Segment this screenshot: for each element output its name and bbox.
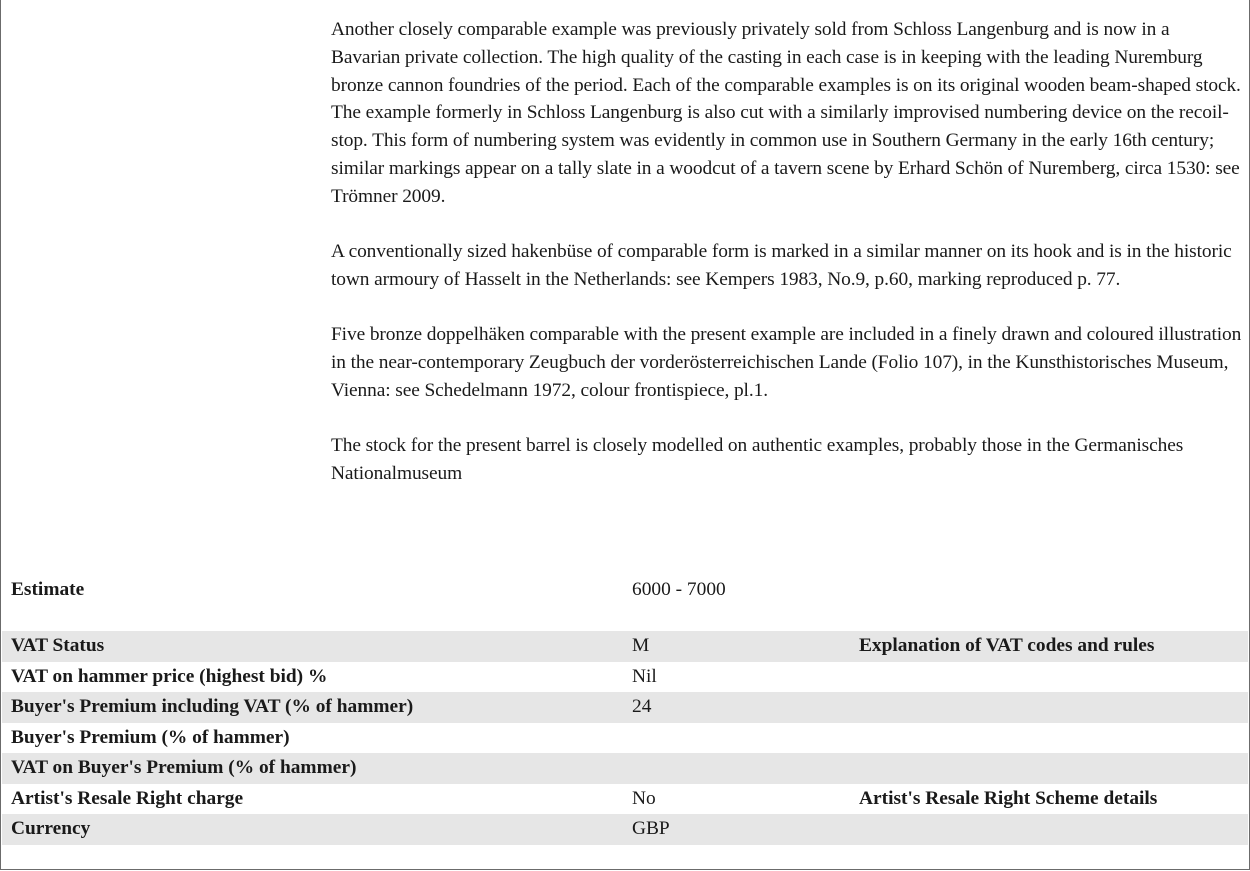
bp-label: Buyer's Premium (% of hammer): [11, 726, 290, 748]
vat-hammer-value: Nil: [632, 665, 657, 687]
vat-bp-row: [2, 753, 1248, 784]
currency-value: GBP: [623, 814, 850, 845]
table-spacer: [2, 607, 1248, 631]
estimate-extra: [850, 573, 1248, 607]
arr-value: No: [632, 787, 656, 809]
lot-details-table: [2, 573, 1248, 845]
description-paragraph: Another closely comparable example was previously privately sold from Schloss Langenburg and is now in a Bavarian private collection. The high quality of the casting in each case is in keeping with the leading Nuremburg bronze cannon foundries of the period. Each of the comparable examples is on its original wooden beam-shaped stock. The example formerly in Schloss Langenburg is also cut with a similarly improvised numbering device on the recoil-stop. This form of numbering system was evidently in common use in Southern Germany in the early 16th century; similar markings appear on a tally slate in a woodcut of a tavern scene by Erhard Schön of Nuremberg, circa 1530: see Trömner 2009.: [331, 19, 1241, 207]
vat-hammer-row: [2, 662, 1248, 693]
arr-label: Artist's Resale Right charge: [11, 787, 244, 809]
estimate-value: 6000 - 7000: [632, 579, 726, 600]
bp-incl-vat-value: 24: [623, 692, 850, 723]
vat-status-label: VAT Status: [2, 631, 623, 662]
description-paragraph: The stock for the present barrel is closely modelled on authentic examples, probably those in the Germanisches Nationalmuseum: [331, 434, 1184, 484]
currency-label: Currency: [2, 814, 623, 845]
vat-bp-value: [623, 753, 850, 784]
arr-row: [2, 784, 1248, 815]
bp-row: [2, 723, 1248, 754]
vat-status-row: [2, 631, 1248, 662]
vat-codes-link[interactable]: Explanation of VAT codes and rules: [850, 631, 1248, 662]
vat-status-value: M: [623, 631, 850, 662]
estimate-label: Estimate: [11, 579, 85, 600]
bp-incl-vat-row: [2, 692, 1248, 723]
description-paragraph: Five bronze doppelhäken comparable with the present example are included in a finely drawn and coloured illustration in the near-contemporary Zeugbuch der vorderösterreichischen Lande (Folio 107), in the Kunsthistorisches Museum, Vienna: see Schedelmann 1972, colour frontispiece, pl.1.: [331, 323, 1242, 401]
bp-value: [623, 723, 850, 754]
vat-bp-label: VAT on Buyer's Premium (% of hammer): [2, 753, 623, 784]
vat-hammer-label: VAT on hammer price (highest bid) %: [11, 665, 328, 687]
description-paragraph: A conventionally sized hakenbüse of comparable form is marked in a similar manner on its hook and is in the historic town armoury of Hasselt in the Netherlands: see Kempers 1983, No.9, p.60, marking reproduced p. 77.: [331, 240, 1232, 290]
estimate-row: [2, 573, 1248, 607]
arr-scheme-link[interactable]: Artist's Resale Right Scheme details: [859, 787, 1158, 809]
bp-incl-vat-label: Buyer's Premium including VAT (% of hammer): [2, 692, 623, 723]
currency-row: [2, 814, 1248, 845]
lot-description: [331, 16, 1243, 487]
